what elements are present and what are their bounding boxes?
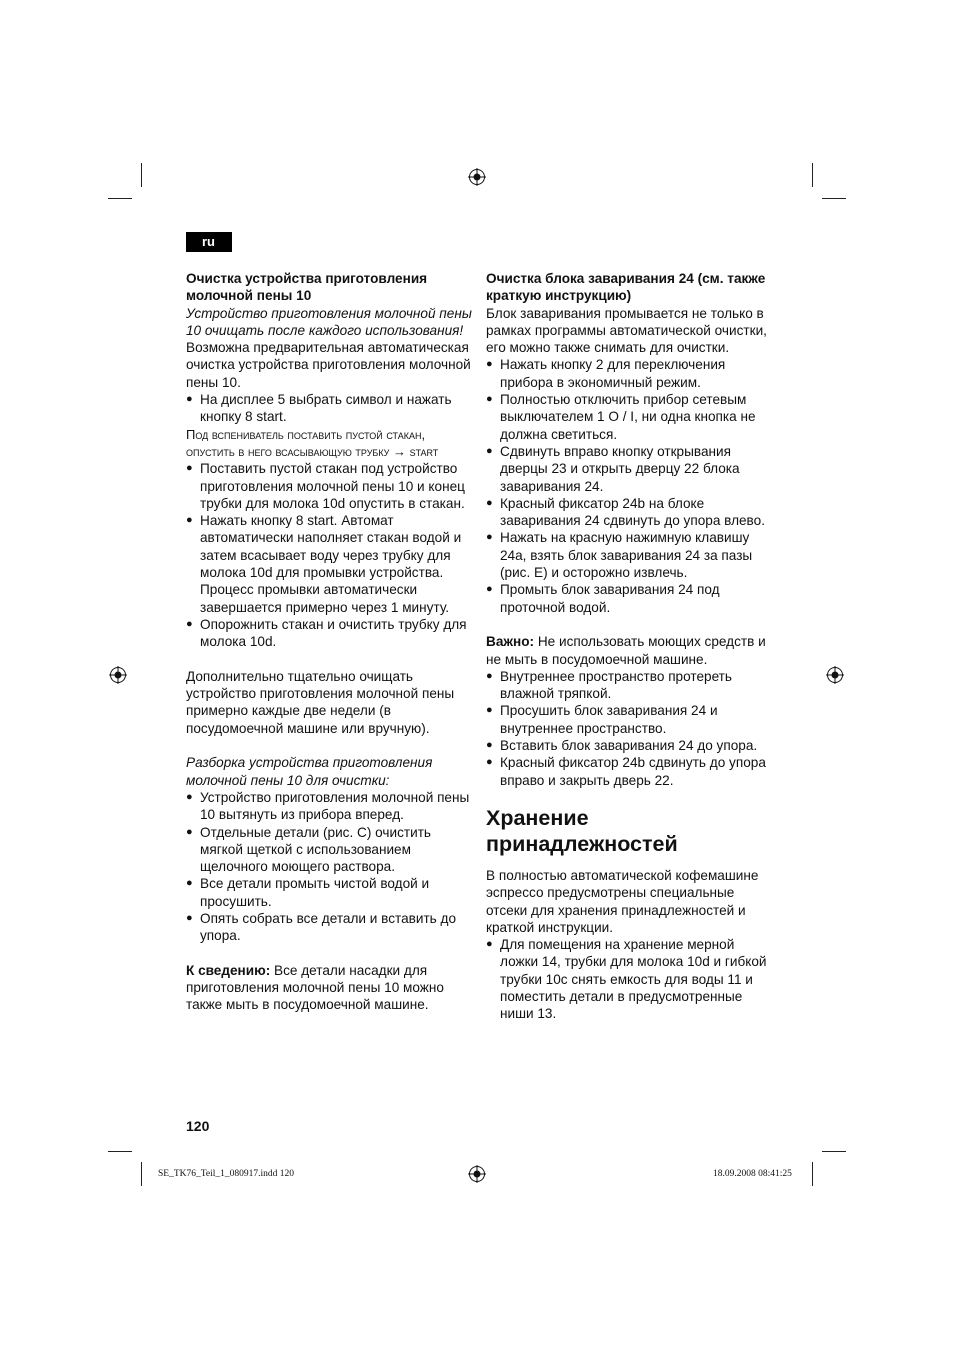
list-item: ● Нажать кнопку 2 для переключения прибора в экономичный режим. [486,356,772,391]
registration-mark-icon [468,168,486,186]
left-column [186,270,472,1014]
list-item: ● Поставить пустой стакан под устройство приготовления молочной пены 10 и конец трубки для молока 10d опустить в стакан. [186,460,472,512]
list-item: ● Все детали промыть чистой водой и просушить. [186,875,472,910]
footer-file-info: SE_TK76_Teil_1_080917.indd 120 [158,1169,295,1179]
list-item: ● Опять собрать все детали и вставить до упора. [186,910,472,945]
paragraph: Блок заваривания промывается не только в рамках программы автоматической очистки, его можно также снимать для очистки. [486,305,767,356]
list-item: ● Нажать кнопку 8 start. Автомат автоматически наполняет стакан водой и затем всасывает воду через трубку для молока 10d для промывки устройства. Процесс промывки автоматически завершается примерно через 1 минуту. [186,512,472,616]
list-item: ● На дисплее 5 выбрать символ и нажать кнопку 8 start. [186,391,472,426]
registration-mark-icon [468,1165,486,1183]
crop-mark [812,163,813,187]
crop-mark [822,1151,846,1152]
paragraph: В полностью автоматической кофемашине эспрессо предусмотрены специальные отсеки для хранения принадлежностей и краткой инструкции. [486,867,759,935]
list-item: ● Отдельные детали (рис. C) очистить мягкой щеткой с использованием щелочного моющего раствора. [186,824,472,876]
note-label: К сведению: [186,962,271,978]
list-item: ● Красный фиксатор 24b сдвинуть до упора вправо и закрыть дверь 22. [486,754,772,789]
list-item: ● Опорожнить стакан и очистить трубку для молока 10d. [186,616,472,651]
display-text: Под вспениватель поставить пустой стакан, опустить в него всасывающую трубку → start [186,426,439,459]
important-text: Не использовать моющих средств и не мыть в посудомоечной машине. [486,634,766,667]
list-item: ● Просушить блок заваривания 24 и внутреннее пространство. [486,702,772,737]
list-item: ● Внутреннее пространство протереть влажной тряпкой. [486,668,772,703]
language-tab: ru [186,232,232,252]
note-paragraph [186,962,472,1014]
paragraph: Возможна предварительная автоматическая очистка устройства приготовления молочной пены 10. [186,340,471,390]
page-number: 120 [186,1118,210,1134]
list-item: ● Вставить блок заваривания 24 до упора. [486,737,772,754]
list-item: ● Сдвинуть вправо кнопку открывания дверцы 23 и открыть дверцу 22 блока заваривания 24. [486,443,772,495]
italic-note: Устройство приготовления молочной пены 10 очищать после каждого использования! [186,305,472,338]
paragraph: Дополнительно тщательно очищать устройство приготовления молочной пены примерно каждые две недели (в посудомоечной машине или вручную). [186,668,455,736]
crop-mark [812,1162,813,1186]
list-item: ● Нажать на красную нажимную клавишу 24a, взять блок заваривания 24 за пазы (рис. E) и осторожно извлечь. [486,529,772,581]
list-item: ● Промыть блок заваривания 24 под проточной водой. [486,581,772,616]
important-label: Важно: [486,634,535,650]
crop-mark [141,1162,142,1186]
registration-mark-icon [826,666,844,684]
crop-mark [141,163,142,187]
crop-mark [108,1151,132,1152]
list-item: ● Для помещения на хранение мерной ложки 14, трубки для молока 10d и гибкой трубки 10c снять емкость для воды 11 и поместить детали в предусмотренные ниши 13. [486,936,772,1022]
registration-mark-icon [109,666,127,684]
right-column [486,270,772,1023]
important-paragraph [486,633,772,668]
section-title: Хранение принадлежностей [486,805,678,856]
footer-timestamp: 18.09.2008 08:41:25 [713,1169,792,1179]
section-heading: Очистка устройства приготовления молочной пены 10 [186,271,428,304]
list-item: ● Красный фиксатор 24b на блоке заваривания 24 сдвинуть до упора влево. [486,495,772,530]
list-item: ● Устройство приготовления молочной пены 10 вытянуть из прибора вперед. [186,789,472,824]
italic-note: Разборка устройства приготовления молочной пены 10 для очистки: [186,755,433,788]
crop-mark [108,198,132,199]
section-heading: Очистка блока заваривания 24 (см. также краткую инструкцию) [486,271,766,304]
note-text: Все детали насадки для приготовления молочной пены 10 можно также мыть в посудомоечной машине. [186,962,444,1013]
crop-mark [822,198,846,199]
list-item: ● Полностью отключить прибор сетевым выключателем 1 O / I, ни одна кнопка не должна светиться. [486,391,772,443]
